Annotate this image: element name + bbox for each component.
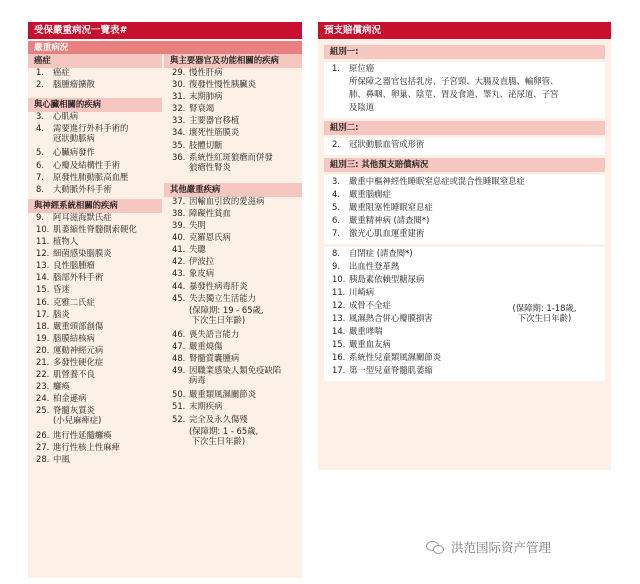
list-item	[164, 141, 302, 153]
item-number: 13.	[332, 313, 346, 323]
list-item	[164, 269, 302, 281]
item-number: 37.	[172, 195, 186, 206]
item-text: 嚴重阻塞性睡眠窒息症	[349, 202, 433, 212]
group3-children-box	[324, 247, 605, 381]
item-number: 12.	[36, 248, 50, 259]
item-number: 20.	[36, 344, 50, 355]
item-number: 6.	[36, 159, 44, 170]
item-text: 進行性核上性麻痺	[53, 441, 120, 452]
item-text: 成骨不全症	[349, 300, 391, 310]
item-number: 8.	[36, 183, 44, 194]
item-text: 障礙性貧血	[189, 207, 231, 218]
item-number: 8.	[332, 248, 340, 258]
item-text: 癌症	[53, 67, 70, 77]
item-number: 51.	[172, 401, 186, 412]
item-number: 23.	[36, 381, 50, 392]
item-number	[172, 427, 189, 451]
item-text: 脊髓灰質炎 (小兒麻痺症)	[53, 405, 102, 426]
item-number: 15.	[36, 284, 50, 295]
list-item	[324, 366, 484, 379]
item-number: 16.	[332, 352, 346, 362]
item-text: 主要器官移植	[189, 115, 240, 126]
item-text: 心瓣及結構性手術	[53, 159, 120, 170]
item-text: 腦部外科手術	[53, 272, 104, 283]
list-item: 2. 冠狀動脈血管成形術	[332, 139, 425, 149]
item-number: 18.	[36, 320, 50, 331]
item-text: 腦炎	[53, 308, 70, 319]
item-number: 16.	[36, 296, 50, 307]
item-text: 失明	[189, 220, 206, 231]
item-text: 心肌病	[53, 111, 79, 122]
item-text: 肌營養不良	[53, 369, 95, 380]
list-item	[28, 310, 162, 322]
item-number: 36.	[172, 151, 186, 162]
item-number: 49.	[172, 365, 186, 376]
item-number: 2.	[36, 79, 44, 90]
item-text: 克羅恩氏病	[189, 232, 231, 243]
item-text: 多發性硬化症	[53, 356, 104, 367]
item-text: 末期疾病	[189, 401, 223, 412]
item-text: 伊波拉	[189, 256, 215, 267]
table-columns	[28, 54, 302, 574]
list-item	[28, 80, 162, 92]
list-item	[164, 282, 302, 294]
item-text: (保障期: 19 - 65歲, 下次生日年齡)	[189, 304, 264, 325]
item-text: 因輸血引致的愛滋病	[189, 195, 265, 206]
section-header: 與神經系統相關的疾病	[28, 199, 162, 213]
table-subtitle: 嚴重病況	[28, 39, 302, 54]
item-number: 27.	[36, 441, 50, 452]
item-number: 11.	[332, 287, 346, 297]
list-item	[28, 68, 162, 80]
item-text: 自閉症 (請查閱*)	[349, 248, 413, 258]
item-text: 喪失語言能力	[189, 328, 240, 339]
list-item	[164, 415, 302, 427]
watermark-text: 洪范国际资产管理	[451, 539, 552, 555]
list-item	[324, 249, 484, 262]
group1-detail-line: 所保障之器官包括乳房、子宮頸、大腸及直腸、輸卵管、	[349, 76, 559, 86]
item-number: 34.	[172, 127, 186, 138]
list-item	[28, 322, 162, 334]
item-text: 阿耳滋海默氏症	[53, 211, 112, 222]
item-text: 因職業感染人類免疫缺陷 病毒	[189, 365, 282, 386]
item-text: 進行性延髓癱瘓	[53, 429, 112, 440]
children-list	[324, 249, 484, 379]
group1-header: 組別一:	[324, 45, 605, 59]
group1-detail-line: 肺、鼻咽、卵巢、陰莖、胃及食道、睪丸、泌尿道、子宮	[349, 89, 559, 99]
item-number: 11.	[36, 236, 50, 247]
list-item	[164, 153, 302, 177]
item-number: 17.	[332, 365, 346, 375]
coverage-age-note: (保障期: 1-18歲, 下次生日年齡)	[512, 303, 577, 323]
list-item	[28, 161, 162, 173]
item-text: 植物人	[53, 236, 79, 247]
item-text: 風濕熱合併心瓣膜損害	[349, 313, 433, 323]
item-number: 21.	[36, 356, 50, 367]
group3-box	[324, 175, 605, 244]
item-text: 嚴重精神病 (請查閱*)	[349, 215, 430, 225]
critical-illness-table	[28, 22, 302, 578]
item-text: 細菌感染腦膜炎	[53, 248, 112, 259]
list-item	[324, 288, 484, 301]
item-number	[172, 306, 189, 330]
item-number: 6.	[332, 215, 340, 225]
item-number: 12.	[332, 300, 346, 310]
list-item	[164, 128, 302, 140]
item-number: 41.	[172, 244, 186, 255]
group1-detail-line: 及陰道	[349, 102, 375, 112]
item-number: 25.	[36, 405, 50, 416]
illness-column-left	[28, 54, 162, 467]
list-item	[164, 366, 302, 390]
item-number: 46.	[172, 328, 186, 339]
section-header: 與心臟相關的疾病	[28, 98, 162, 112]
item-text: (保障期: 1 - 65歲, 下次生日年齡)	[189, 425, 259, 446]
item-text: 腦腫瘤擴散	[53, 79, 95, 90]
group2-box	[324, 138, 605, 155]
item-text: 昏迷	[53, 284, 70, 295]
item-number: 47.	[172, 340, 186, 351]
list-item	[28, 406, 162, 430]
item-number: 52.	[172, 413, 186, 424]
list-item	[28, 431, 162, 443]
item-text: 嚴重血友病	[349, 339, 391, 349]
item-text: 腎衰竭	[189, 103, 215, 114]
section-header: 癌症	[28, 54, 162, 68]
item-text: 激光心肌血運重建術	[349, 228, 425, 238]
item-text: 胰島素依賴型糖尿病	[349, 274, 425, 284]
item-number: 14.	[36, 272, 50, 283]
item-text: 腎髓質囊腫病	[189, 353, 240, 364]
list-item	[324, 229, 605, 242]
list-item	[28, 443, 162, 455]
item-text: 運動神經元病	[53, 344, 104, 355]
item-number: 7.	[332, 228, 340, 238]
advance-payment-table	[318, 22, 611, 470]
item-text: 心臟病發作	[53, 147, 95, 158]
item-text: 需要進行外科手術的 冠狀動脈病	[53, 123, 129, 144]
item-number: 10.	[36, 223, 50, 234]
item-text: 嚴重哮喘	[349, 326, 383, 336]
item-number: 44.	[172, 280, 186, 291]
item-text: 末期肺病	[189, 91, 223, 102]
list-item	[28, 185, 162, 197]
item-text: 原發性肺動脈高血壓	[53, 171, 129, 182]
wechat-icon	[426, 540, 446, 556]
item-number: 7.	[36, 171, 44, 182]
item-text: 川崎病	[349, 287, 375, 297]
item-text: 象皮病	[189, 268, 215, 279]
item-number: 39.	[172, 220, 186, 231]
item-number: 45.	[172, 292, 186, 303]
item-text: 完全及永久傷殘	[189, 413, 248, 424]
item-text: 嚴重燒傷	[189, 340, 223, 351]
item-text: 良性腦腫瘤	[53, 260, 95, 271]
item-number: 3.	[36, 111, 44, 122]
item-text: 失去獨立生活能力	[189, 292, 256, 303]
item-text: 嚴重腦癇症	[349, 189, 391, 199]
item-number: 50.	[172, 389, 186, 400]
item-text: 肢體切斷	[189, 139, 223, 150]
item-text: 大動脈外科手術	[53, 183, 112, 194]
item-number: 42.	[172, 256, 186, 267]
item-number: 10.	[332, 274, 346, 284]
item-number: 15.	[332, 339, 346, 349]
item-text: 中風	[53, 453, 70, 464]
item-number: 19.	[36, 332, 50, 343]
item-text: 嚴重類風濕關節炎	[189, 389, 256, 400]
item-number: 1.	[36, 67, 44, 77]
item-number: 40.	[172, 232, 186, 243]
list-item	[164, 402, 302, 414]
item-text: 嚴重中樞神經性睡眠窒息症或混合性睡眠窒息症	[349, 176, 525, 186]
item-text: 柏金遜病	[53, 393, 87, 404]
section-header: 其他嚴重疾病	[164, 183, 302, 197]
list-item	[164, 427, 302, 451]
item-number: 5.	[332, 202, 340, 212]
list-item: 1. 原位癌	[332, 63, 375, 73]
item-text: 系統性紅斑狼瘡而併發 狼瘡性腎炎	[189, 151, 273, 172]
item-number: 28.	[36, 453, 50, 464]
item-number: 30.	[172, 79, 186, 90]
table-title: 受保嚴重病況一覽表#	[28, 22, 302, 39]
item-text: 慢性肝病	[189, 67, 223, 77]
item-text: 壞死性筋膜炎	[189, 127, 240, 138]
group1-box	[324, 62, 605, 118]
list-item	[28, 285, 162, 297]
list-item	[28, 298, 162, 310]
watermark	[426, 540, 551, 556]
item-number: 17.	[36, 308, 50, 319]
item-number: 9.	[36, 211, 44, 222]
item-number: 24.	[36, 393, 50, 404]
group3-header: 組別三: 其他預支賠償病況	[324, 158, 605, 172]
item-number: 43.	[172, 268, 186, 279]
item-number: 33.	[172, 115, 186, 126]
list-item	[324, 314, 484, 327]
list-item	[164, 306, 302, 330]
item-text: 克雅二氏症	[53, 296, 95, 307]
item-number: 5.	[36, 147, 44, 158]
item-number: 9.	[332, 261, 340, 271]
item-text: 肌萎縮性脊髓側索硬化	[53, 223, 137, 234]
item-text: 系統性兒童類風濕關節炎	[349, 352, 442, 362]
list-item	[28, 124, 162, 148]
item-number: 32.	[172, 103, 186, 114]
item-number: 35.	[172, 139, 186, 150]
illness-column-right	[164, 54, 302, 451]
item-text: 復發性慢性胰臟炎	[189, 79, 256, 90]
item-text: 癱瘓	[53, 381, 70, 392]
spacer	[28, 92, 162, 96]
item-text: 腦膜結核病	[53, 332, 95, 343]
item-text: 暴發性病毒肝炎	[189, 280, 248, 291]
item-number: 4.	[36, 123, 44, 134]
item-number: 29.	[172, 67, 186, 77]
item-number: 26.	[36, 429, 50, 440]
item-number: 31.	[172, 91, 186, 102]
list-item	[324, 327, 484, 340]
item-number: 38.	[172, 207, 186, 218]
list-item	[28, 455, 162, 467]
item-number: 14.	[332, 326, 346, 336]
item-number: 48.	[172, 353, 186, 364]
item-number: 13.	[36, 260, 50, 271]
list-item	[324, 275, 484, 288]
item-number: 4.	[332, 189, 340, 199]
item-number: 3.	[332, 176, 340, 186]
spacer	[164, 177, 302, 181]
group2-header: 組別二:	[324, 121, 605, 135]
list-item	[28, 148, 162, 160]
list-item	[28, 173, 162, 185]
list-item	[164, 294, 302, 306]
item-number: 22.	[36, 369, 50, 380]
item-text: 出血性登革熱	[349, 261, 400, 271]
item-text: 第一型兒童脊髓肌萎縮	[349, 365, 433, 375]
section-header: 與主要器官及功能相關的疾病	[164, 54, 302, 68]
item-text: 嚴重頭部創傷	[53, 320, 104, 331]
advance-title: 預支賠償病況	[318, 22, 611, 39]
item-text: 失聰	[189, 244, 206, 255]
